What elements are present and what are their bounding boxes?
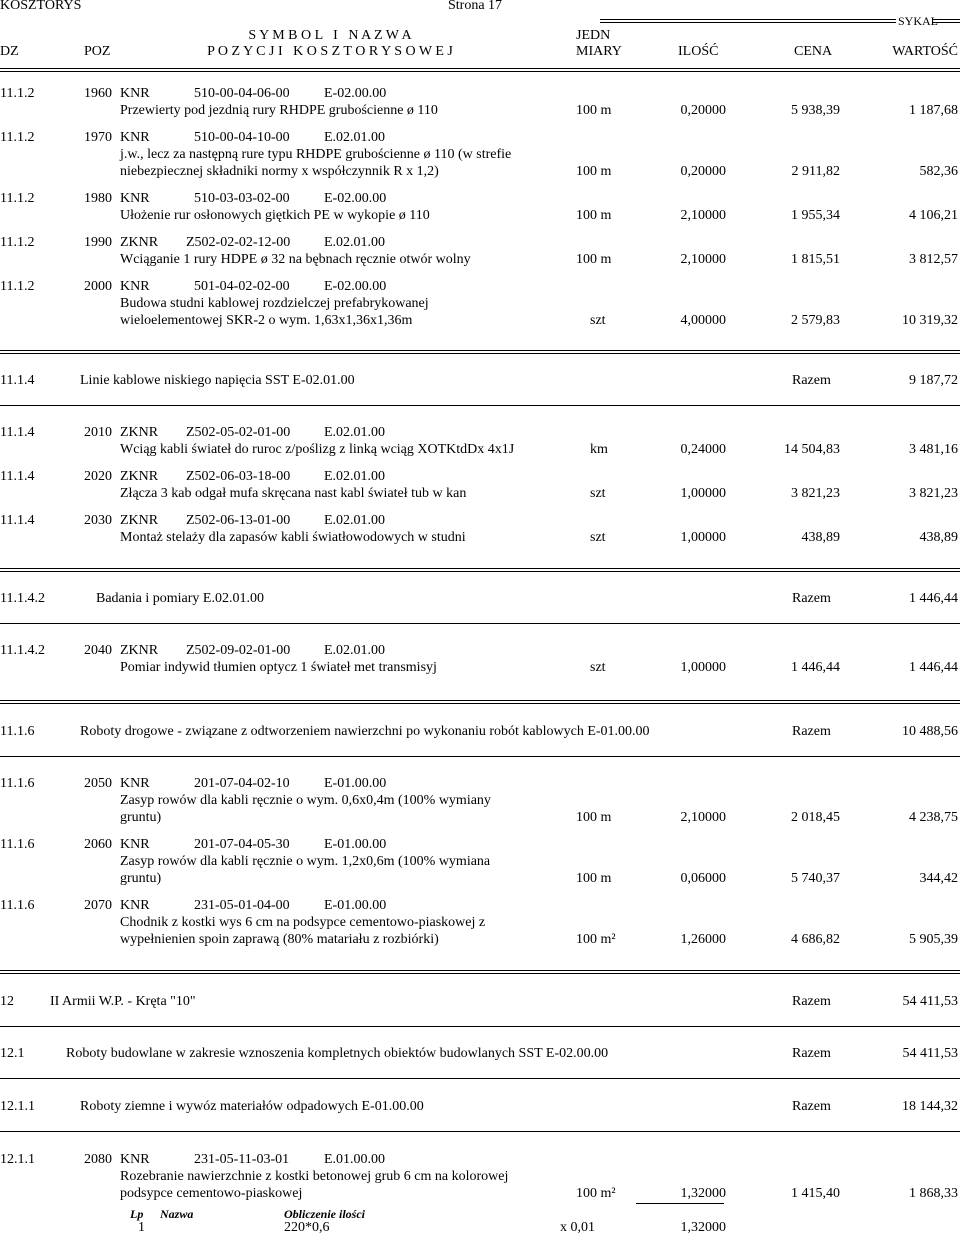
- item-description: podsypce cementowo-piaskowej: [120, 1186, 303, 1201]
- item-ref: E.02.01.00: [324, 513, 386, 528]
- item-ref: E.02.01.00: [324, 425, 386, 440]
- item-value: 3 481,16: [909, 442, 958, 457]
- item-unit: km: [590, 442, 608, 457]
- col-header-poz: POZ: [84, 44, 111, 59]
- item-quantity: 0,06000: [680, 871, 726, 886]
- item-description: Wciąganie 1 rury HDPE ø 32 na bębnach ręcznie otwór wolny: [120, 252, 471, 267]
- item-quantity: 0,20000: [680, 103, 726, 118]
- item-value: 4 238,75: [909, 810, 958, 825]
- item-price: 3 821,23: [791, 486, 840, 501]
- item-description: Ułożenie rur osłonowych giętkich PE w wykopie ø 110: [120, 208, 430, 223]
- section-number: 12.1: [0, 1046, 25, 1061]
- item-ref: E-02.00.00: [324, 191, 387, 206]
- item-value: 1 187,68: [909, 103, 958, 118]
- section-rule: [0, 973, 960, 974]
- item-price: 5 938,39: [791, 103, 840, 118]
- item-description: gruntu): [120, 871, 162, 886]
- item-quantity: 1,00000: [680, 486, 726, 501]
- item-poz: 1970: [84, 130, 112, 145]
- item-price: 14 504,83: [784, 442, 840, 457]
- item-catalog: KNR: [120, 837, 150, 852]
- item-dz: 11.1.6: [0, 837, 35, 852]
- item-ref: E.02.01.00: [324, 643, 386, 658]
- item-value: 5 905,39: [909, 932, 958, 947]
- item-description: Przewierty pod jezdnią rury RHDPE grubościenne ø 110: [120, 103, 438, 118]
- item-unit: szt: [590, 486, 606, 501]
- calc-header-nazwa: Nazwa: [160, 1207, 194, 1221]
- item-catalog: KNR: [120, 86, 150, 101]
- section-value: 54 411,53: [902, 1046, 958, 1061]
- item-description: Wciąg kabli świateł do ruroc z/poślizg z linką wciąg XOTKtdDx 4x1J: [120, 442, 515, 457]
- item-price: 1 955,34: [791, 208, 840, 223]
- item-unit: 100 m: [576, 103, 612, 118]
- item-code: 231-05-11-03-01: [194, 1152, 290, 1167]
- item-poz: 1980: [84, 191, 112, 206]
- item-catalog: KNR: [120, 898, 150, 913]
- section-rule: [0, 756, 960, 757]
- section-value: 1 446,44: [909, 591, 958, 606]
- section-rule: [0, 1078, 960, 1079]
- header-rule: [0, 71, 960, 72]
- item-description: gruntu): [120, 810, 162, 825]
- item-ref: E-02.00.00: [324, 86, 387, 101]
- sykal-rule: [600, 22, 896, 23]
- item-quantity: 4,00000: [680, 313, 726, 328]
- item-code: Z502-06-13-01-00: [186, 513, 291, 528]
- item-code: Z502-05-02-01-00: [186, 425, 291, 440]
- calc-header-obliczenie: Obliczenie ilości: [284, 1207, 365, 1221]
- item-dz: 11.1.4: [0, 425, 35, 440]
- item-unit: 100 m: [576, 871, 612, 886]
- sykal-rule: [932, 22, 960, 23]
- item-code: Z502-02-02-12-00: [186, 235, 291, 250]
- calc-result: 1,32000: [680, 1220, 726, 1235]
- item-dz: 11.1.2: [0, 86, 35, 101]
- item-poz: 1990: [84, 235, 112, 250]
- item-description: Budowa studni kablowej rozdzielczej prefabrykowanej: [120, 296, 429, 311]
- item-poz: 2020: [84, 469, 112, 484]
- section-rule: [0, 1131, 960, 1132]
- item-description: wieloelementowej SKR-2 o wym. 1,63x1,36x1,36m: [120, 313, 413, 328]
- col-header-symbol: S Y M B O L I N A Z W A: [248, 28, 412, 43]
- item-catalog: ZKNR: [120, 513, 159, 528]
- section-rule: [0, 703, 960, 704]
- col-header-pozycja: P O Z Y C J I K O S Z T O R Y S O W E J: [207, 44, 453, 59]
- item-value: 438,89: [919, 530, 958, 545]
- item-poz: 2030: [84, 513, 112, 528]
- section-rule: [0, 700, 960, 701]
- col-header-dz: DZ: [0, 44, 19, 59]
- item-dz: 11.1.2: [0, 191, 35, 206]
- item-unit: 100 m: [576, 164, 612, 179]
- sykal-rule: [600, 19, 896, 20]
- section-name: II Armii W.P. - Kręta "10": [50, 994, 196, 1009]
- item-description: Montaż stelaży dla zapasów kabli światłowodowych w studni: [120, 530, 466, 545]
- section-razem-label: Razem: [792, 373, 831, 388]
- calc-formula: 220*0,6: [284, 1220, 330, 1235]
- sykal-label: SYKAL: [898, 14, 939, 28]
- section-name: Roboty drogowe - związane z odtworzeniem nawierzchni po wykonaniu robót kablowych E-01.00.00: [80, 724, 650, 739]
- item-code: 201-07-04-02-10: [194, 776, 290, 791]
- item-ref: E.02.01.00: [324, 469, 386, 484]
- section-name: Linie kablowe niskiego napięcia SST E-02.01.00: [80, 373, 355, 388]
- section-rule: [0, 970, 960, 971]
- item-price: 438,89: [801, 530, 840, 545]
- item-code: 510-00-04-10-00: [194, 130, 290, 145]
- document-title: KOSZTORYS: [0, 0, 82, 13]
- section-rule: [0, 568, 960, 569]
- calc-multiplier: x 0,01: [560, 1220, 595, 1235]
- item-description: Chodnik z kostki wys 6 cm na podsypce cementowo-piaskowej z: [120, 915, 486, 930]
- item-quantity: 1,00000: [680, 530, 726, 545]
- item-catalog: ZKNR: [120, 643, 159, 658]
- section-number: 12: [0, 994, 14, 1009]
- item-unit: szt: [590, 313, 606, 328]
- item-dz: 11.1.2: [0, 130, 35, 145]
- item-ref: E-01.00.00: [324, 837, 387, 852]
- section-razem-label: Razem: [792, 724, 831, 739]
- calc-header-lp: Lp: [130, 1207, 144, 1221]
- item-ref: E.02.01.00: [324, 235, 386, 250]
- item-price: 2 579,83: [791, 313, 840, 328]
- item-description: wypełnienien spoin zaprawą (80% matariału z rozbiórki): [120, 932, 439, 947]
- header-rule: [0, 68, 960, 69]
- item-catalog: ZKNR: [120, 235, 159, 250]
- col-header-ilosc: ILOŚĆ: [678, 44, 719, 59]
- item-price: 2 911,82: [791, 164, 840, 179]
- item-poz: 1960: [84, 86, 112, 101]
- item-ref: E-02.00.00: [324, 279, 387, 294]
- item-description: Zasyp rowów dla kabli ręcznie o wym. 1,2x0,6m (100% wymiana: [120, 854, 491, 869]
- item-value: 3 821,23: [909, 486, 958, 501]
- item-poz: 2060: [84, 837, 112, 852]
- item-price: 5 740,37: [791, 871, 840, 886]
- section-number: 12.1.1: [0, 1099, 35, 1114]
- item-ref: E-01.00.00: [324, 898, 387, 913]
- item-code: Z502-06-03-18-00: [186, 469, 291, 484]
- item-code: Z502-09-02-01-00: [186, 643, 291, 658]
- section-rule: [0, 571, 960, 572]
- section-razem-label: Razem: [792, 1099, 831, 1114]
- item-price: 1 815,51: [791, 252, 840, 267]
- item-price: 4 686,82: [791, 932, 840, 947]
- item-description: Zasyp rowów dla kabli ręcznie o wym. 0,6x0,4m (100% wymiany: [120, 793, 491, 808]
- section-number: 11.1.4.2: [0, 591, 45, 606]
- page-number: Strona 17: [448, 0, 503, 13]
- section-razem-label: Razem: [792, 591, 831, 606]
- section-number: 11.1.4: [0, 373, 35, 388]
- item-value: 1 868,33: [909, 1186, 958, 1201]
- item-ref: E.02.01.00: [324, 130, 386, 145]
- item-dz: 11.1.4: [0, 513, 35, 528]
- item-poz: 2000: [84, 279, 112, 294]
- item-description: Pomiar indywid tłumien optycz 1 świateł met transmisyj: [120, 660, 437, 675]
- sykal-rule: [932, 19, 960, 20]
- item-price: 2 018,45: [791, 810, 840, 825]
- item-catalog: KNR: [120, 279, 150, 294]
- item-ref: E.01.00.00: [324, 1152, 386, 1167]
- section-name: Roboty budowlane w zakresie wznoszenia kompletnych obiektów budowlanych SST E-02.00.00: [66, 1046, 609, 1061]
- section-value: 9 187,72: [909, 373, 958, 388]
- item-poz: 2080: [84, 1152, 112, 1167]
- item-unit: szt: [590, 530, 606, 545]
- item-quantity: 1,00000: [680, 660, 726, 675]
- item-value: 582,36: [919, 164, 958, 179]
- item-catalog: KNR: [120, 1152, 150, 1167]
- col-header-miary: MIARY: [576, 44, 622, 59]
- item-quantity: 0,24000: [680, 442, 726, 457]
- item-value: 10 319,32: [902, 313, 958, 328]
- item-dz: 11.1.6: [0, 898, 35, 913]
- item-code: 501-04-02-02-00: [194, 279, 290, 294]
- section-rule: [0, 353, 960, 354]
- item-value: 4 106,21: [909, 208, 958, 223]
- item-price: 1 415,40: [791, 1186, 840, 1201]
- section-name: Badania i pomiary E.02.01.00: [96, 591, 264, 606]
- item-catalog: KNR: [120, 776, 150, 791]
- item-dz: 11.1.2: [0, 279, 35, 294]
- item-description: Rozebranie nawierzchnie z kostki betonowej grub 6 cm na kolorowej: [120, 1169, 509, 1184]
- section-value: 54 411,53: [902, 994, 958, 1009]
- item-dz: 11.1.4: [0, 469, 35, 484]
- section-razem-label: Razem: [792, 1046, 831, 1061]
- item-quantity: 2,10000: [680, 208, 726, 223]
- item-unit: 100 m: [576, 252, 612, 267]
- item-poz: 2070: [84, 898, 112, 913]
- item-unit: 100 m: [576, 208, 612, 223]
- item-code: 510-03-03-02-00: [194, 191, 290, 206]
- item-price: 1 446,44: [791, 660, 840, 675]
- section-value: 10 488,56: [902, 724, 958, 739]
- item-description: Złącza 3 kab odgał mufa skręcana nast kabl świateł tub w kan: [120, 486, 467, 501]
- section-rule: [0, 405, 960, 406]
- item-quantity: 2,10000: [680, 252, 726, 267]
- col-header-wartosc: WARTOŚĆ: [892, 44, 958, 59]
- item-value: 1 446,44: [909, 660, 958, 675]
- item-catalog: KNR: [120, 191, 150, 206]
- item-code: 231-05-01-04-00: [194, 898, 290, 913]
- section-number: 11.1.6: [0, 724, 35, 739]
- col-header-cena: CENA: [794, 44, 833, 59]
- item-unit: szt: [590, 660, 606, 675]
- item-quantity: 1,26000: [680, 932, 726, 947]
- item-poz: 2010: [84, 425, 112, 440]
- item-catalog: ZKNR: [120, 469, 159, 484]
- item-quantity: 0,20000: [680, 164, 726, 179]
- section-rule: [0, 623, 960, 624]
- item-catalog: ZKNR: [120, 425, 159, 440]
- item-code: 510-00-04-06-00: [194, 86, 290, 101]
- section-value: 18 144,32: [902, 1099, 958, 1114]
- item-poz: 2050: [84, 776, 112, 791]
- item-unit: 100 m²: [576, 1186, 616, 1201]
- calc-lp: 1: [138, 1220, 145, 1235]
- item-description: niebezpiecznej składniki normy x współczynnik R x 1,2): [120, 164, 439, 179]
- item-value: 3 812,57: [909, 252, 958, 267]
- item-code: 201-07-04-05-30: [194, 837, 290, 852]
- item-unit: 100 m²: [576, 932, 616, 947]
- col-header-jedn: JEDN: [576, 28, 611, 43]
- item-catalog: KNR: [120, 130, 150, 145]
- section-rule: [0, 350, 960, 351]
- item-description: j.w., lecz za następną rure typu RHDPE grubościenne ø 110 (w strefie: [120, 147, 512, 162]
- item-quantity: 2,10000: [680, 810, 726, 825]
- item-dz: 11.1.2: [0, 235, 35, 250]
- section-razem-label: Razem: [792, 994, 831, 1009]
- quantity-underline: [636, 1203, 724, 1204]
- item-ref: E-01.00.00: [324, 776, 387, 791]
- section-name: Roboty ziemne i wywóz materiałów odpadowych E-01.00.00: [80, 1099, 424, 1114]
- item-dz: 11.1.4.2: [0, 643, 45, 658]
- item-value: 344,42: [919, 871, 958, 886]
- item-dz: 12.1.1: [0, 1152, 35, 1167]
- item-poz: 2040: [84, 643, 112, 658]
- section-rule: [0, 1026, 960, 1027]
- item-dz: 11.1.6: [0, 776, 35, 791]
- item-unit: 100 m: [576, 810, 612, 825]
- item-quantity: 1,32000: [680, 1186, 726, 1201]
